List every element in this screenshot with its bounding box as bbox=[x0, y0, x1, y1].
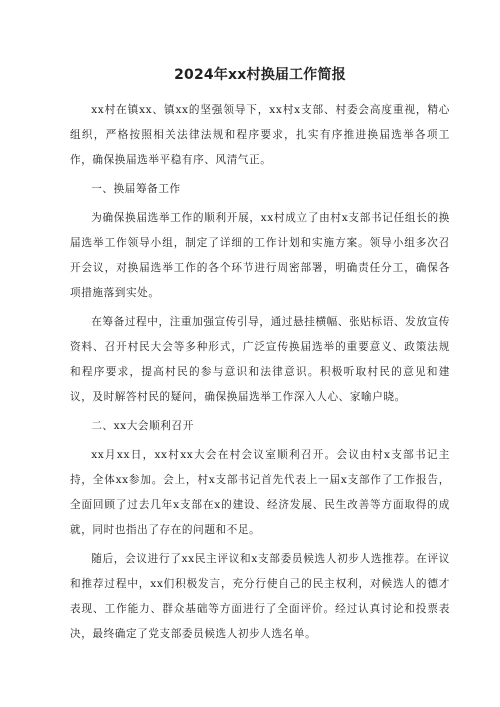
document-title: 2024年xx村换届工作简报 bbox=[174, 67, 346, 83]
body-paragraph: xx月xx日，xx村xx大会在村会议室顺利召开。会议由村x支部书记主持，全体xx参加。会上，村x支部书记首先代表上一届x支部作了工作报告，全面回顾了过去几年x支部在x的建设、经济发展、民生改善等方面取得的成就，同时也指出了存在的问题和不足。 bbox=[70, 449, 450, 536]
section-heading-preparation: 一、换届筹备工作 bbox=[91, 183, 181, 195]
body-paragraph: 随后，会议进行了xx民主评议和x支部委员候选人初步人选推荐。在评议和推荐过程中，xx们积极发言，充分行使自己的民主权利，对候选人的德才表现、工作能力、群众基础等方面进行了全面评价。经过认真讨论和投票表决，最终确定了党支部委员候选人初步人选名单。 bbox=[70, 553, 450, 640]
body-paragraph: 在筹备过程中，注重加强宣传引导，通过悬挂横幅、张贴标语、发放宣传资料、召开村民大会等多种形式，广泛宣传换届选举的重要意义、政策法规和程序要求，提高村民的参与意识和法律意识。积极听取村民的意见和建议，及时解答村民的疑问，确保换届选举工作深入人心、家喻户晓。 bbox=[70, 316, 450, 403]
body-paragraph: 为确保换届选举工作的顺利开展，xx村成立了由村x支部书记任组长的换届选举工作领导小组，制定了详细的工作计划和实施方案。领导小组多次召开会议，对换届选举工作的各个环节进行周密部署，明确责任分工，确保各项措施落到实处。 bbox=[70, 212, 450, 299]
intro-paragraph: xx村在镇xx、镇xx的坚强领导下，xx村x支部、村委会高度重视，精心组织，严格按照相关法律法规和程序要求，扎实有序推进换届选举各项工作，确保换届选举平稳有序、风清气正。 bbox=[70, 104, 450, 166]
section-heading-meeting: 二、xx大会顺利召开 bbox=[91, 420, 194, 432]
